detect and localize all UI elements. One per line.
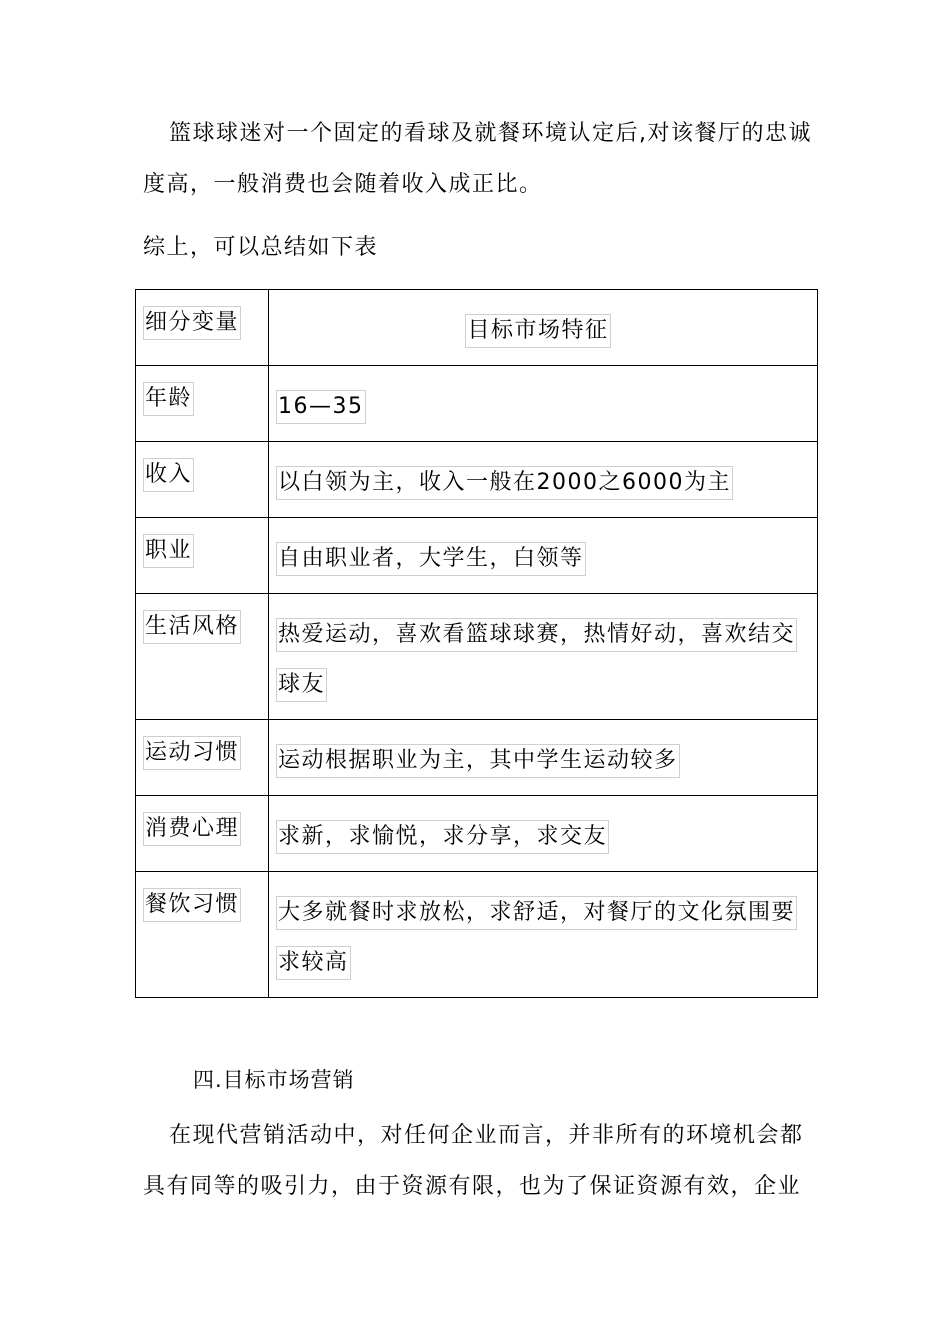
row-variable: 年龄	[143, 382, 194, 416]
row-variable: 生活风格	[143, 610, 241, 644]
table-row	[136, 366, 818, 442]
table-header-row	[136, 290, 818, 366]
row-value-line2: 球友	[276, 668, 327, 702]
table-row	[136, 442, 818, 518]
row-variable: 餐饮习惯	[143, 888, 241, 922]
row-value: 求新，求愉悦，求分享，求交友	[276, 820, 609, 854]
table-row	[136, 872, 818, 998]
segmentation-table	[135, 289, 818, 998]
intro-paragraph: 篮球球迷对一个固定的看球及就餐环境认定后,对该餐厅的忠诚度高，一般消费也会随着收入成正比。	[143, 121, 812, 197]
table-row	[136, 720, 818, 796]
row-value: 运动根据职业为主，其中学生运动较多	[276, 744, 680, 778]
row-variable: 收入	[143, 458, 194, 492]
table-row	[136, 518, 818, 594]
row-value-line2: 求较高	[276, 946, 351, 980]
section-body-paragraph: 在现代营销活动中，对任何企业而言，并非所有的环境机会都具有同等的吸引力，由于资源有限，也为了保证资源有效，企业	[143, 1123, 804, 1199]
row-value: 16—35	[276, 390, 366, 424]
row-variable: 职业	[143, 534, 194, 568]
row-value-line1: 大多就餐时求放松，求舒适，对餐厅的文化氛围要	[276, 896, 797, 930]
summary-lead-paragraph: 综上，可以总结如下表	[143, 235, 379, 260]
table-row	[136, 594, 818, 720]
header-variable-label: 细分变量	[143, 306, 241, 340]
section-heading: 四.目标市场营销	[193, 1068, 355, 1092]
table-row	[136, 796, 818, 872]
row-value-line1: 热爱运动，喜欢看篮球球赛，热情好动，喜欢结交	[276, 618, 797, 652]
row-variable: 消费心理	[143, 812, 241, 846]
row-value: 自由职业者，大学生，白领等	[276, 542, 586, 576]
row-variable: 运动习惯	[143, 736, 241, 770]
header-feature-label: 目标市场特征	[465, 314, 610, 348]
row-value: 以白领为主，收入一般在2000之6000为主	[276, 466, 733, 500]
